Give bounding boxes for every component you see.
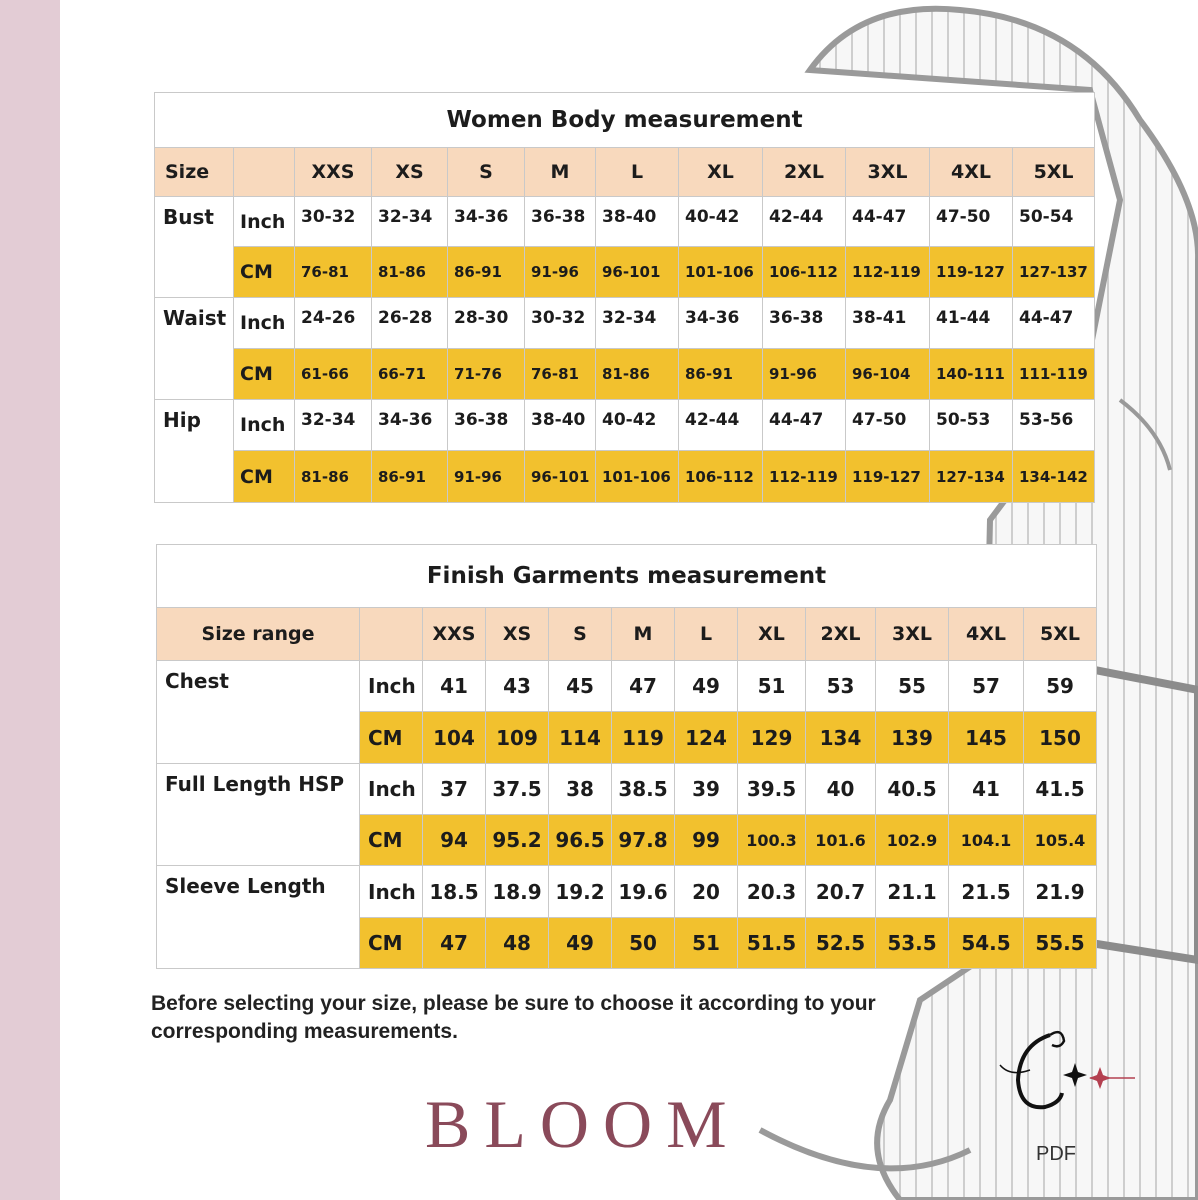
cell-value: 104.1 [949, 815, 1024, 866]
cell-value: 61-66 [295, 349, 372, 400]
cell-value: 51 [738, 661, 806, 712]
cell-value: 127-137 [1013, 247, 1095, 298]
cell-value: 76-81 [295, 247, 372, 298]
size-col-m: M [525, 148, 596, 197]
cell-value: 96-104 [846, 349, 930, 400]
cell-value: 119-127 [930, 247, 1013, 298]
size-col-5xl: 5XL [1013, 148, 1095, 197]
cell-value: 24-26 [295, 298, 372, 349]
cell-value: 34-36 [448, 197, 525, 247]
cell-value: 119-127 [846, 451, 930, 503]
cell-value: 119 [612, 712, 675, 764]
chest-label: Chest [157, 661, 360, 764]
cell-value: 55.5 [1024, 918, 1097, 969]
cell-value: 42-44 [679, 400, 763, 451]
size-col-xl: XL [679, 148, 763, 197]
cell-value: 40-42 [679, 197, 763, 247]
cell-value: 34-36 [372, 400, 448, 451]
cell-value: 96-101 [525, 451, 596, 503]
table-row [157, 764, 1097, 815]
cell-value: 86-91 [679, 349, 763, 400]
cell-value: 39 [675, 764, 738, 815]
cell-value: 124 [675, 712, 738, 764]
cell-value: 34-36 [679, 298, 763, 349]
unit-inch: Inch [234, 400, 295, 451]
table-row [155, 451, 1095, 503]
cell-value: 44-47 [1013, 298, 1095, 349]
table-row [155, 400, 1095, 451]
cell-value: 129 [738, 712, 806, 764]
table-row [157, 661, 1097, 712]
cell-value: 18.9 [486, 866, 549, 918]
cell-value: 145 [949, 712, 1024, 764]
cell-value: 95.2 [486, 815, 549, 866]
hip-label: Hip [155, 400, 234, 503]
cell-value: 39.5 [738, 764, 806, 815]
size-col-l: L [596, 148, 679, 197]
cell-value: 50 [612, 918, 675, 969]
cell-value: 19.2 [549, 866, 612, 918]
size-col-2xl: 2XL [763, 148, 846, 197]
cell-value: 51 [675, 918, 738, 969]
cell-value: 52.5 [806, 918, 876, 969]
cell-value: 18.5 [423, 866, 486, 918]
cell-value: 53 [806, 661, 876, 712]
cell-value: 40-42 [596, 400, 679, 451]
size-header: Size [155, 148, 234, 197]
unit-inch: Inch [360, 764, 423, 815]
cell-value: 111-119 [1013, 349, 1095, 400]
unit-inch: Inch [234, 197, 295, 247]
cell-value: 100.3 [738, 815, 806, 866]
cell-value: 47 [612, 661, 675, 712]
cell-value: 102.9 [876, 815, 949, 866]
unit-header-blank [360, 608, 423, 661]
left-decorative-strip [0, 0, 60, 1200]
cell-value: 32-34 [596, 298, 679, 349]
cell-value: 109 [486, 712, 549, 764]
unit-cm: CM [234, 451, 295, 503]
table-row [155, 247, 1095, 298]
cell-value: 91-96 [763, 349, 846, 400]
unit-cm: CM [360, 815, 423, 866]
table-row [155, 197, 1095, 247]
pdf-label: PDF [1036, 1143, 1076, 1165]
finish-garments-measurement-table [156, 544, 1097, 969]
cell-value: 112-119 [763, 451, 846, 503]
cell-value: 127-134 [930, 451, 1013, 503]
cell-value: 43 [486, 661, 549, 712]
cell-value: 36-38 [763, 298, 846, 349]
cell-value: 50-54 [1013, 197, 1095, 247]
size-col-s: S [448, 148, 525, 197]
cell-value: 38-41 [846, 298, 930, 349]
cell-value: 36-38 [448, 400, 525, 451]
cell-value: 71-76 [448, 349, 525, 400]
cell-value: 37 [423, 764, 486, 815]
cell-value: 101-106 [679, 247, 763, 298]
cell-value: 32-34 [372, 197, 448, 247]
cell-value: 106-112 [679, 451, 763, 503]
size-col-m: M [612, 608, 675, 661]
size-col-xxs: XXS [423, 608, 486, 661]
cell-value: 140-111 [930, 349, 1013, 400]
cell-value: 150 [1024, 712, 1097, 764]
cell-value: 47-50 [930, 197, 1013, 247]
cell-value: 55 [876, 661, 949, 712]
cell-value: 41.5 [1024, 764, 1097, 815]
size-selection-note: Before selecting your size, please be sure to choose it according to your corresponding measurements. [151, 992, 876, 1043]
size-col-xl: XL [738, 608, 806, 661]
size-col-s: S [549, 608, 612, 661]
cell-value: 139 [876, 712, 949, 764]
cell-value: 59 [1024, 661, 1097, 712]
cell-value: 20.3 [738, 866, 806, 918]
cell-value: 51.5 [738, 918, 806, 969]
cell-value: 48 [486, 918, 549, 969]
sleeve-length-label: Sleeve Length [157, 866, 360, 969]
size-col-xs: XS [486, 608, 549, 661]
size-col-2xl: 2XL [806, 608, 876, 661]
cell-value: 45 [549, 661, 612, 712]
cell-value: 105.4 [1024, 815, 1097, 866]
size-range-header: Size range [157, 608, 360, 661]
cell-value: 101-106 [596, 451, 679, 503]
cell-value: 41 [423, 661, 486, 712]
cell-value: 38-40 [525, 400, 596, 451]
brand-logo-text: BLOOM [425, 1086, 741, 1162]
cell-value: 38.5 [612, 764, 675, 815]
cell-value: 50-53 [930, 400, 1013, 451]
cell-value: 20.7 [806, 866, 876, 918]
cell-value: 26-28 [372, 298, 448, 349]
unit-cm: CM [234, 247, 295, 298]
cell-value: 30-32 [295, 197, 372, 247]
cell-value: 96.5 [549, 815, 612, 866]
cell-value: 47 [423, 918, 486, 969]
cell-value: 19.6 [612, 866, 675, 918]
cell-value: 134 [806, 712, 876, 764]
size-col-3xl: 3XL [846, 148, 930, 197]
cell-value: 49 [549, 918, 612, 969]
size-col-4xl: 4XL [930, 148, 1013, 197]
cell-value: 106-112 [763, 247, 846, 298]
cell-value: 21.9 [1024, 866, 1097, 918]
cell-value: 32-34 [295, 400, 372, 451]
cell-value: 47-50 [846, 400, 930, 451]
size-col-3xl: 3XL [876, 608, 949, 661]
cell-value: 91-96 [448, 451, 525, 503]
cell-value: 44-47 [763, 400, 846, 451]
women-body-measurement-table [154, 92, 1095, 503]
cell-value: 81-86 [372, 247, 448, 298]
cell-value: 94 [423, 815, 486, 866]
cell-value: 91-96 [525, 247, 596, 298]
cell-value: 53.5 [876, 918, 949, 969]
size-col-xxs: XXS [295, 148, 372, 197]
unit-inch: Inch [360, 661, 423, 712]
unit-inch: Inch [234, 298, 295, 349]
women-table-title: Women Body measurement [155, 93, 1095, 148]
cell-value: 134-142 [1013, 451, 1095, 503]
cell-value: 40.5 [876, 764, 949, 815]
cell-value: 49 [675, 661, 738, 712]
size-col-xs: XS [372, 148, 448, 197]
cell-value: 41-44 [930, 298, 1013, 349]
cell-value: 99 [675, 815, 738, 866]
script-c-logo-icon [990, 1015, 1140, 1125]
unit-header-blank [234, 148, 295, 197]
cell-value: 38 [549, 764, 612, 815]
cell-value: 81-86 [295, 451, 372, 503]
cell-value: 114 [549, 712, 612, 764]
unit-cm: CM [234, 349, 295, 400]
table-row [155, 298, 1095, 349]
unit-inch: Inch [360, 866, 423, 918]
cell-value: 42-44 [763, 197, 846, 247]
size-col-l: L [675, 608, 738, 661]
cell-value: 96-101 [596, 247, 679, 298]
cell-value: 21.1 [876, 866, 949, 918]
cell-value: 30-32 [525, 298, 596, 349]
cell-value: 81-86 [596, 349, 679, 400]
cell-value: 86-91 [372, 451, 448, 503]
cell-value: 57 [949, 661, 1024, 712]
waist-label: Waist [155, 298, 234, 400]
unit-cm: CM [360, 918, 423, 969]
table-row [155, 349, 1095, 400]
cell-value: 76-81 [525, 349, 596, 400]
cell-value: 104 [423, 712, 486, 764]
cell-value: 97.8 [612, 815, 675, 866]
cell-value: 101.6 [806, 815, 876, 866]
cell-value: 36-38 [525, 197, 596, 247]
cell-value: 86-91 [448, 247, 525, 298]
garment-table-title: Finish Garments measurement [157, 545, 1097, 608]
full-length-hsp-label: Full Length HSP [157, 764, 360, 866]
cell-value: 41 [949, 764, 1024, 815]
cell-value: 44-47 [846, 197, 930, 247]
cell-value: 112-119 [846, 247, 930, 298]
size-col-4xl: 4XL [949, 608, 1024, 661]
cell-value: 37.5 [486, 764, 549, 815]
unit-cm: CM [360, 712, 423, 764]
cell-value: 20 [675, 866, 738, 918]
table-row [157, 866, 1097, 918]
cell-value: 66-71 [372, 349, 448, 400]
cell-value: 53-56 [1013, 400, 1095, 451]
cell-value: 54.5 [949, 918, 1024, 969]
cell-value: 38-40 [596, 197, 679, 247]
bust-label: Bust [155, 197, 234, 298]
cell-value: 40 [806, 764, 876, 815]
cell-value: 21.5 [949, 866, 1024, 918]
cell-value: 28-30 [448, 298, 525, 349]
size-col-5xl: 5XL [1024, 608, 1097, 661]
